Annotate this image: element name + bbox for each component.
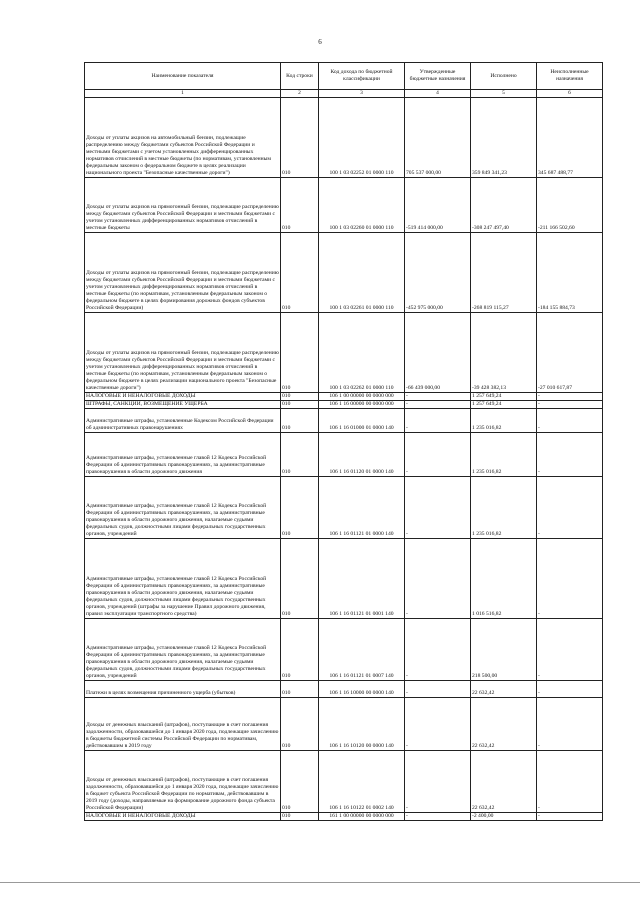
row-approved: -519 414 000,00 (405, 177, 471, 232)
row-budget-code: 106 1 16 01000 01 0000 140 (319, 408, 405, 432)
budget-execution-table (84, 62, 603, 821)
row-budget-code: 106 1 16 10122 01 0002 140 (319, 750, 405, 812)
row-approved: - (405, 392, 471, 400)
row-name: Доходы от уплаты акцизов на прямогонный бензин, подлежащие распределению между бюджетами субъектов Российской Федерации и местными бюджетами с учетом установленных дифференцированных нормативов отчислений в местные бюджеты (по нормативам, установленным федеральным законом о федеральном бюджете в целях реализации национального проекта "Безопасные качественные дороги") (85, 312, 281, 392)
row-budget-code: 100 1 03 02260 01 0000 110 (319, 177, 405, 232)
table-row (85, 400, 603, 408)
header-approved: Утвержденные бюджетные назначения (405, 63, 471, 90)
row-approved: - (405, 680, 471, 697)
header-name: Наименование показателя (85, 63, 281, 90)
row-executed: 22 632,42 (471, 697, 537, 750)
row-line-code: 010 (281, 392, 319, 400)
row-budget-code: 100 1 03 02252 01 0000 110 (319, 97, 405, 177)
row-executed: 1 235 016,82 (471, 432, 537, 476)
row-budget-code: 161 1 00 00000 00 0000 000 (319, 812, 405, 820)
row-budget-code: 106 1 16 10120 00 0000 140 (319, 697, 405, 750)
row-name: Доходы от денежных взысканий (штрафов), поступающие в счет погашения задолженности, образовавшейся до 1 января 2020 года, подлежащие зачислению в бюджет субъекта Российской Федерации по нормативам, действовавшим в 2019 году (доходы, направляемые на формирование дорожного фонда субъекта Российской Федерации) (85, 750, 281, 812)
table-header-row (85, 63, 603, 90)
table-row (85, 750, 603, 812)
row-approved: -452 975 000,00 (405, 232, 471, 312)
row-name: Административные штрафы, установленные Кодексом Российской Федерации об административных правонарушениях (85, 408, 281, 432)
table-row (85, 312, 603, 392)
row-approved: - (405, 538, 471, 618)
row-executed: 359 849 341,23 (471, 97, 537, 177)
table-row (85, 177, 603, 232)
row-approved: - (405, 618, 471, 680)
row-unexecuted: - (537, 618, 603, 680)
row-approved: - (405, 812, 471, 820)
row-line-code: 010 (281, 408, 319, 432)
row-budget-code: 100 1 03 02262 01 0000 110 (319, 312, 405, 392)
row-executed: 1 257 649,24 (471, 400, 537, 408)
row-line-code: 010 (281, 680, 319, 697)
row-unexecuted: - (537, 680, 603, 697)
header-budget-code: Код дохода по бюджетной классификации (319, 63, 405, 90)
row-approved: -66 439 000,00 (405, 312, 471, 392)
row-executed: 218 500,00 (471, 618, 537, 680)
row-line-code: 010 (281, 538, 319, 618)
row-executed: -308 247 497,40 (471, 177, 537, 232)
table-row (85, 812, 603, 820)
row-name: Административные штрафы, установленные главой 12 Кодекса Российской Федерации об административных правонарушениях, за административные правонарушения в области дорожного движения, налагаемые судьями федеральных судов, должностными лицами федеральных государственных органов, учреждений (85, 618, 281, 680)
table-row (85, 618, 603, 680)
table-row (85, 97, 603, 177)
row-line-code: 010 (281, 476, 319, 538)
row-unexecuted: - (537, 392, 603, 400)
row-name: ШТРАФЫ, САНКЦИИ, ВОЗМЕЩЕНИЕ УЩЕРБА (85, 400, 281, 408)
header-executed: Исполнено (471, 63, 537, 90)
row-executed: 1 016 516,82 (471, 538, 537, 618)
column-number-row (85, 90, 603, 98)
row-approved: - (405, 400, 471, 408)
row-line-code: 010 (281, 432, 319, 476)
row-name: Административные штрафы, установленные главой 12 Кодекса Российской Федерации об административных правонарушениях, за административные правонарушения в области дорожного движения, налагаемые судьями федеральных судов, должностными лицами федеральных государственных органов, учреждений (штрафы за нарушение Правил дорожного движения, правил эксплуатации транспортного средства) (85, 538, 281, 618)
row-name: Доходы от уплаты акцизов на автомобильный бензин, подлежащие распределению между бюджетами субъектов Российской Федерации и местными бюджетами с учетом установленных дифференцированных нормативов отчислений в местные бюджеты (по нормативам, установленным федеральным законом о федеральном бюджете в целях реализации национального проекта "Безопасные качественные дороги") (85, 97, 281, 177)
row-name: Доходы от уплаты акцизов на прямогонный бензин, подлежащие распределению между бюджетами субъектов Российской Федерации и местными бюджетами с учетом установленных дифференцированных нормативов отчислений в местные бюджеты (по нормативам, установленным федеральным законом о федеральном бюджете в целях формирования дорожных фондов субъектов Российской Федерации) (85, 232, 281, 312)
row-budget-code: 106 1 00 00000 00 0000 000 (319, 392, 405, 400)
row-unexecuted: 345 687 488,77 (537, 97, 603, 177)
row-executed: 1 235 016,82 (471, 476, 537, 538)
row-line-code: 010 (281, 312, 319, 392)
row-line-code: 010 (281, 177, 319, 232)
table-row (85, 538, 603, 618)
row-approved: - (405, 476, 471, 538)
row-budget-code: 106 1 16 00000 00 0000 000 (319, 400, 405, 408)
header-unexecuted: Неисполненные назначения (537, 63, 603, 90)
row-budget-code: 106 1 16 01121 01 0000 140 (319, 476, 405, 538)
row-budget-code: 106 1 16 01121 01 0007 140 (319, 618, 405, 680)
row-approved: - (405, 697, 471, 750)
row-unexecuted: -27 010 617,87 (537, 312, 603, 392)
table-row (85, 697, 603, 750)
row-approved: - (405, 750, 471, 812)
row-line-code: 010 (281, 697, 319, 750)
row-approved: 705 537 000,00 (405, 97, 471, 177)
row-unexecuted: - (537, 538, 603, 618)
page-bottom-rule (0, 882, 640, 883)
column-number: 6 (537, 90, 603, 98)
row-name: Платежи в целях возмещения причиненного ущерба (убытков) (85, 680, 281, 697)
row-unexecuted: -211 166 502,60 (537, 177, 603, 232)
row-unexecuted: - (537, 697, 603, 750)
row-executed: -2 400,00 (471, 812, 537, 820)
column-number: 1 (85, 90, 281, 98)
row-unexecuted: - (537, 432, 603, 476)
row-unexecuted: -184 155 884,73 (537, 232, 603, 312)
row-executed: 1 257 649,24 (471, 392, 537, 400)
row-unexecuted: - (537, 408, 603, 432)
row-line-code: 010 (281, 232, 319, 312)
table-row (85, 392, 603, 400)
row-approved: - (405, 432, 471, 476)
row-line-code: 010 (281, 400, 319, 408)
row-unexecuted: - (537, 750, 603, 812)
row-budget-code: 106 1 16 01120 01 0000 140 (319, 432, 405, 476)
row-name: Административные штрафы, установленные главой 12 Кодекса Российской Федерации об административных правонарушениях, за административные правонарушения в области дорожного движения, налагаемые судьями федеральных судов, должностными лицами федеральных государственных органов, учреждений (85, 476, 281, 538)
row-budget-code: 106 1 16 10000 00 0000 140 (319, 680, 405, 697)
row-line-code: 010 (281, 97, 319, 177)
table-row (85, 408, 603, 432)
row-unexecuted: - (537, 400, 603, 408)
row-name: Доходы от уплаты акцизов на прямогонный бензин, подлежащие распределению между бюджетами субъектов Российской Федерации и местными бюджетами с учетом установленных дифференцированных нормативов отчислений в местные бюджеты (85, 177, 281, 232)
column-number: 5 (471, 90, 537, 98)
column-number: 3 (319, 90, 405, 98)
table-row (85, 476, 603, 538)
row-name: НАЛОГОВЫЕ И НЕНАЛОГОВЫЕ ДОХОДЫ (85, 812, 281, 820)
row-executed: 22 632,42 (471, 750, 537, 812)
row-executed: 1 235 016,82 (471, 408, 537, 432)
column-number: 2 (281, 90, 319, 98)
row-line-code: 010 (281, 618, 319, 680)
row-line-code: 010 (281, 750, 319, 812)
page-number: 6 (318, 38, 322, 46)
row-name: Административные штрафы, установленные главой 12 Кодекса Российской Федерации об административных правонарушениях, за административные правонарушения в области дорожного движения (85, 432, 281, 476)
row-line-code: 010 (281, 812, 319, 820)
header-line-code: Код строки (281, 63, 319, 90)
row-name: НАЛОГОВЫЕ И НЕНАЛОГОВЫЕ ДОХОДЫ (85, 392, 281, 400)
table-row (85, 232, 603, 312)
table-row (85, 680, 603, 697)
row-executed: 22 632,42 (471, 680, 537, 697)
row-executed: -268 819 115,27 (471, 232, 537, 312)
row-budget-code: 100 1 03 02261 01 0000 110 (319, 232, 405, 312)
row-executed: -39 428 382,13 (471, 312, 537, 392)
row-approved: - (405, 408, 471, 432)
row-unexecuted: - (537, 812, 603, 820)
row-name: Доходы от денежных взысканий (штрафов), поступающие в счет погашения задолженности, образовавшейся до 1 января 2020 года, подлежащие зачислению в бюджеты бюджетной системы Российской Федерации по нормативам, действовавшим в 2019 году (85, 697, 281, 750)
row-budget-code: 106 1 16 01121 01 0001 140 (319, 538, 405, 618)
row-unexecuted: - (537, 476, 603, 538)
column-number: 4 (405, 90, 471, 98)
table-row (85, 432, 603, 476)
